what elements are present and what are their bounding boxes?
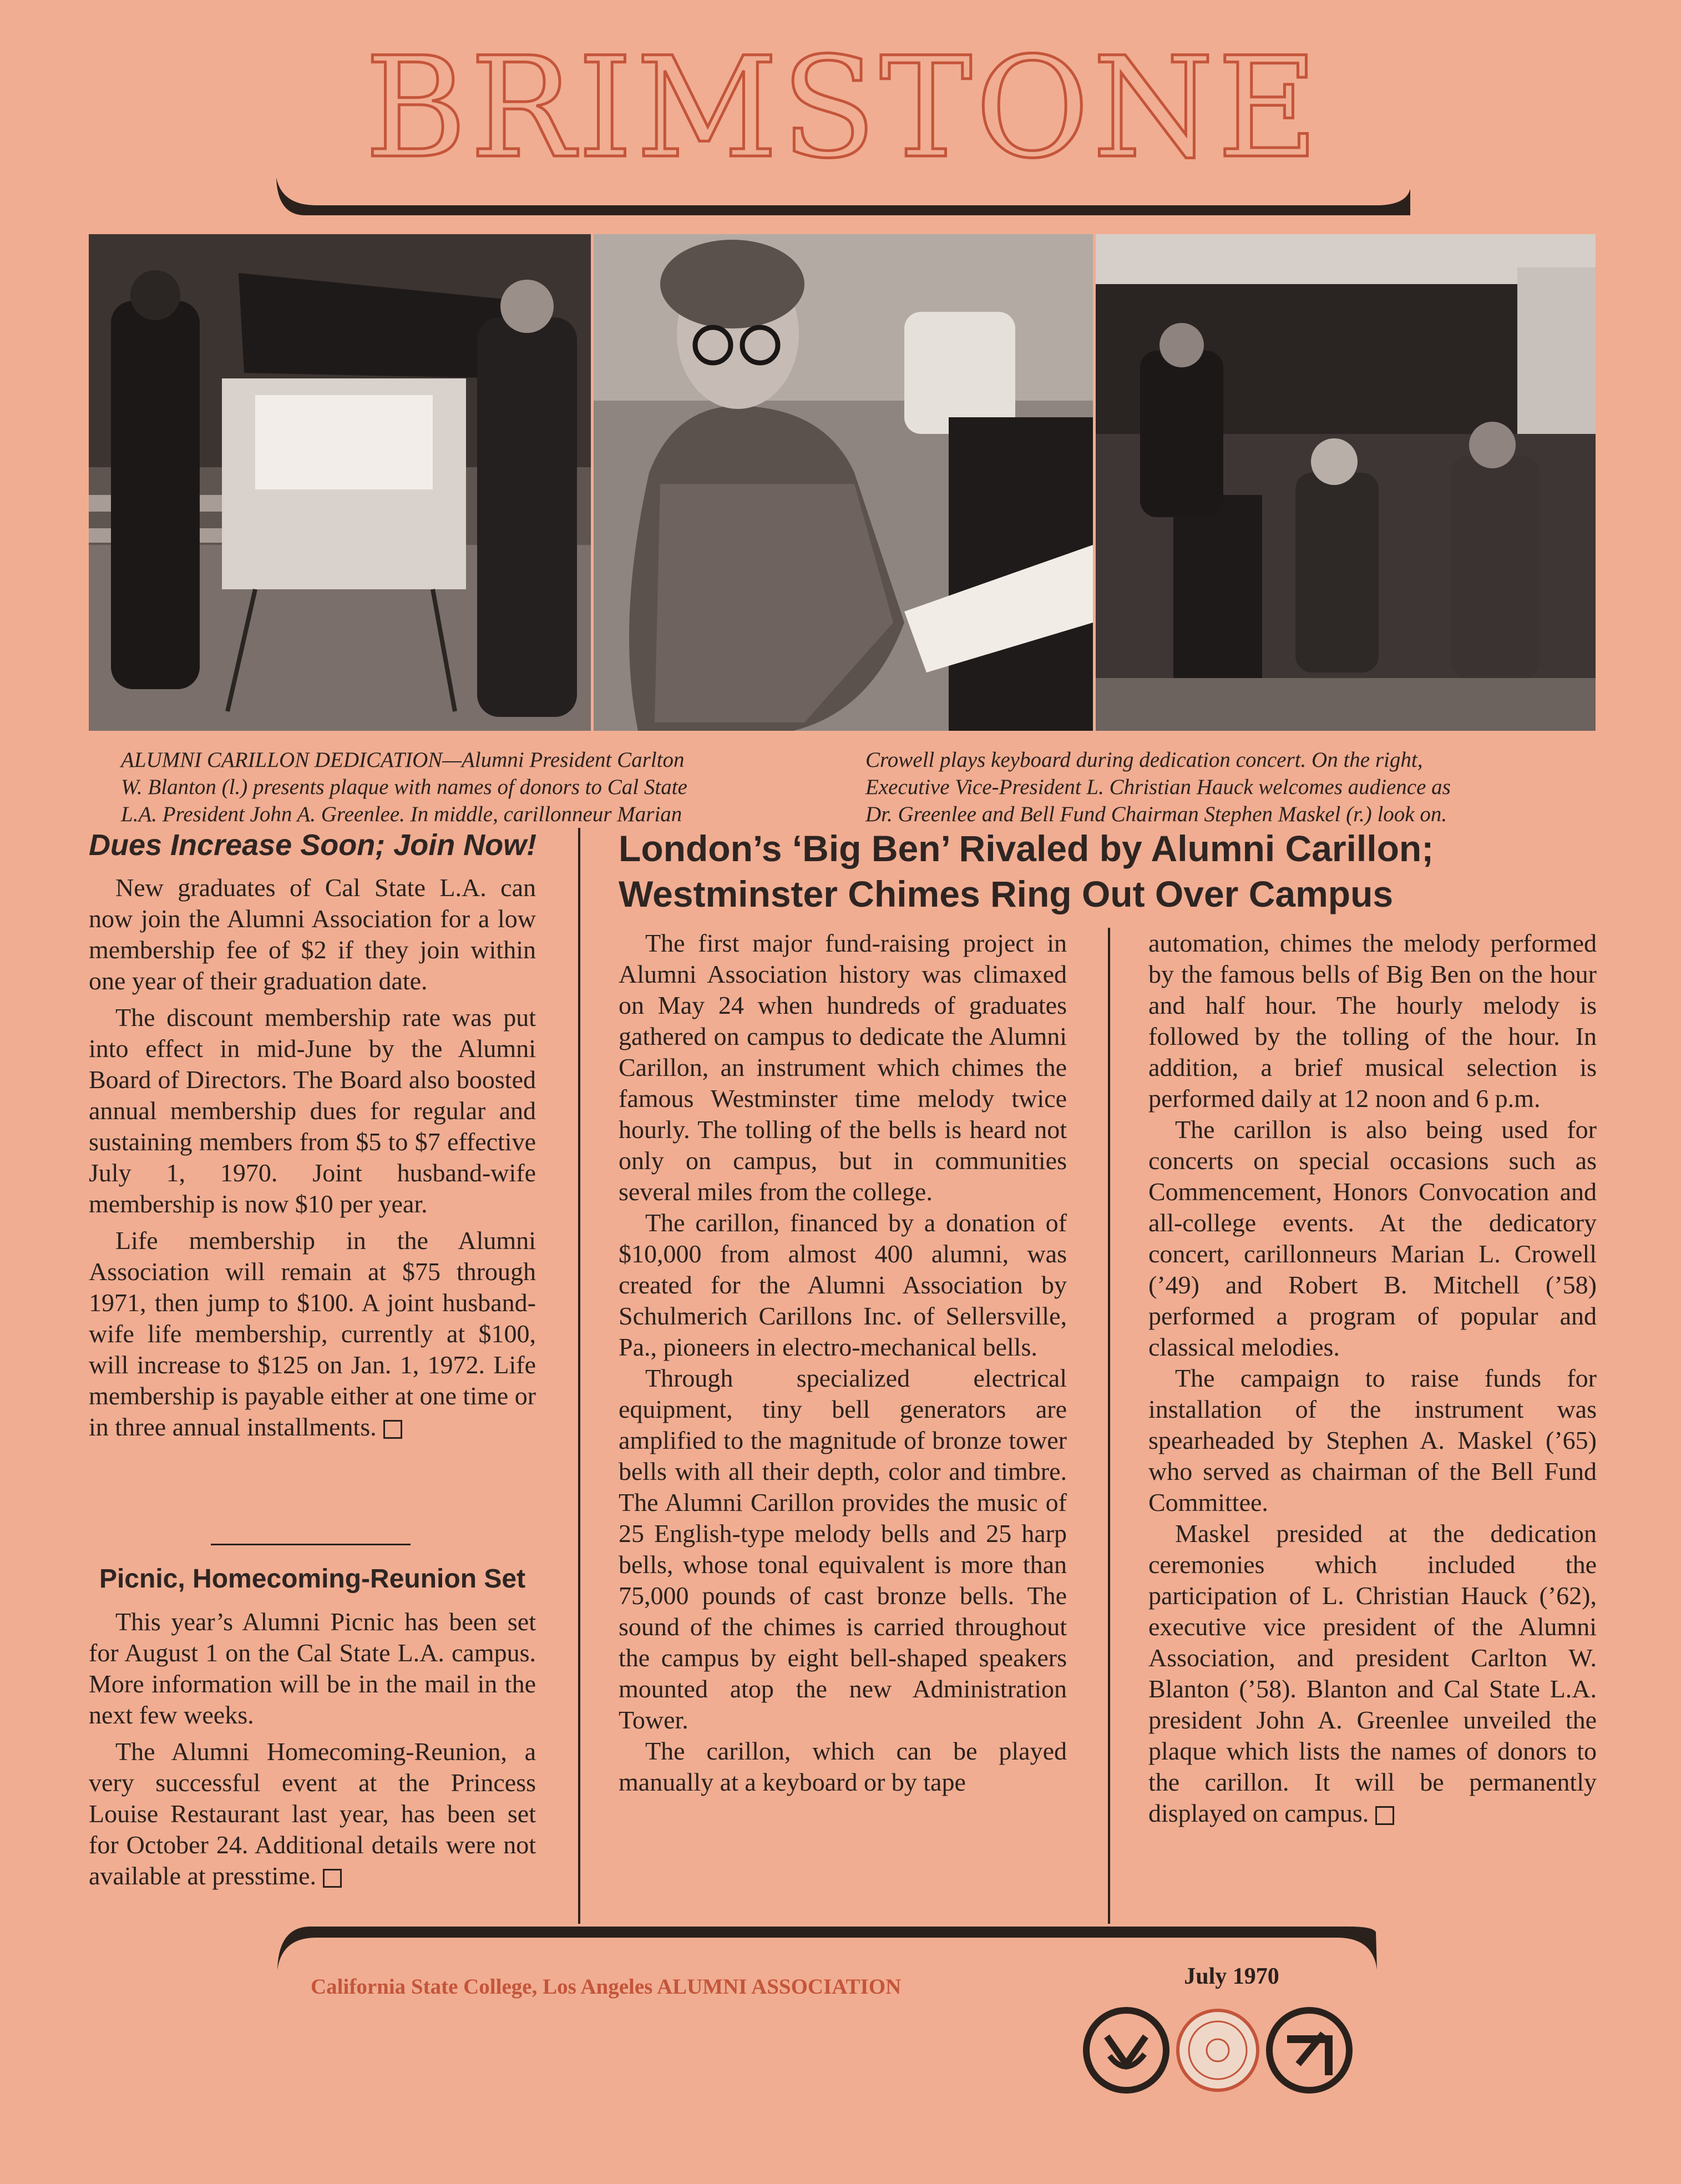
arrow-logo-icon [1269, 2010, 1349, 2090]
dues-headline: Dues Increase Soon; Join Now! [89, 828, 537, 862]
alumni-emblem-logos [1079, 2003, 1356, 2097]
carillon-paragraph: Through specialized electrical equipment, tiny bell generators are amplified to the magnitude of bronze tower bells with all their depth, color and timbre. The Alumni Carillon provides the music of 25 English-type melody bells and 25 harp bells, whose tonal equivalent is more than 75,000 pounds of cast bronze bells. The sound of the chimes is carried throughout the campus by eight bell-shaped speakers mounted atop the new Administration Tower. [619, 1364, 1067, 1734]
picnic-paragraph-text: The Alumni Homecoming-Reunion, a very successful event at the Princess Louise Restaurant last year, has been set for October 24. Additional details were not available at presstime. [89, 1737, 536, 1890]
footer-organization: California State College, Los Angeles ALUMNI ASSOCIATION [311, 1975, 902, 1999]
photo-caption-left [121, 746, 842, 828]
carillonneur-at-keyboard-photo [594, 234, 1093, 731]
column-rule-right [1108, 928, 1110, 1924]
end-mark-icon [1375, 1806, 1394, 1825]
carillon-paragraph: The carillon, financed by a donation of $10,000 from almost 400 alumni, was created for the Alumni Association by Schulmerich Carillons Inc. of Sellersville, Pa., pioneers in electro-mechanical bells. [619, 1209, 1067, 1361]
caption-line: L.A. President John A. Greenlee. In middle, carillonneur Marian [121, 802, 682, 826]
end-mark-icon [323, 1869, 342, 1888]
monogram-logo-icon [1086, 2010, 1166, 2090]
carillon-headline-line2: Westminster Chimes Ring Out Over Campus [619, 873, 1394, 914]
end-mark-icon [383, 1420, 402, 1439]
carillon-paragraph: automation, chimes the melody performed by the famous bells of Big Ben on the hour and half hour. The hourly melody is followed by the tolling of the hour. In addition, a brief musical selection is performed daily at 12 noon and 6 p.m. [1148, 929, 1597, 1113]
column-rule-left [578, 828, 580, 1924]
carillon-column-2 [1148, 928, 1597, 1829]
carillon-headline-line1: London’s ‘Big Ben’ Rivaled by Alumni Carillon; [619, 828, 1434, 869]
carillon-paragraph: The first major fund-raising project in Alumni Association history was climaxed on May 24 when hundreds of graduates gathered on campus to dedicate the Alumni Carillon, an instrument which chimes the famous Westminster time melody twice hourly. The tolling of the bells is heard not only on campus, but in communities several miles from the college. [619, 929, 1067, 1206]
carillon-paragraph-final [1148, 1518, 1597, 1829]
carillon-headline [619, 826, 1606, 917]
masthead-title: BRIMSTONE [364, 27, 1322, 189]
carillon-paragraph: The carillon, which can be played manually at a keyboard or by tape [619, 1737, 1067, 1796]
picnic-article [89, 1606, 536, 1892]
caption-line: W. Blanton (l.) presents plaque with names of donors to Cal State [121, 775, 687, 799]
picnic-headline: Picnic, Homecoming-Reunion Set [99, 1564, 526, 1594]
section-divider [211, 1544, 411, 1545]
dues-paragraph: New graduates of Cal State L.A. can now join the Alumni Association for a low membership fee of $2 if they join within one year of their graduation date. [89, 873, 536, 995]
carillon-paragraph: The carillon is also being used for concerts on special occasions such as Commencement, Honors Convocation and all-college events. At the dedicatory concert, carillonneurs Marian L. Crowell (’49) and Robert B. Mitchell (’58) performed a program of popular and classical melodies. [1148, 1115, 1597, 1361]
dues-paragraph-text: Life membership in the Alumni Association will remain at $75 through 1971, then jump to $100. A joint husband-wife life membership, currently at $100, will increase to $125 on Jan. 1, 1972. Life membership is payable either at one time or in three annual installments. [89, 1226, 536, 1441]
issue-date: July 1970 [1184, 1964, 1279, 1989]
dues-article [89, 872, 536, 1443]
college-seal-icon [1178, 2010, 1258, 2090]
caption-line: Crowell plays keyboard during dedication concert. On the right, [865, 748, 1423, 772]
carillon-column-1 [619, 928, 1067, 1798]
carillon-paragraph-text: Maskel presided at the dedication ceremonies which included the participation of L. Christian Hauck (’62), executive vice president of the Alumni Association, and president Carlton W. Blanton (’58). Blanton and Cal State L.A. president John A. Greenlee unveiled the plaque which lists the names of donors to the carillon. It will be permanently displayed on campus. [1148, 1519, 1597, 1827]
dues-paragraph-final [89, 1225, 536, 1443]
caption-line: Dr. Greenlee and Bell Fund Chairman Stephen Maskel (r.) look on. [865, 802, 1447, 826]
carillon-paragraph: The campaign to raise funds for installation of the instrument was spearheaded by Stephen A. Maskel (’65) who served as chairman of the Bell Fund Committee. [1148, 1364, 1597, 1516]
photo-strip [89, 234, 1596, 731]
caption-line: ALUMNI CARILLON DEDICATION—Alumni President Carlton [121, 748, 685, 772]
masthead-swoop-rule [272, 166, 1415, 222]
photo-caption-right [865, 746, 1587, 828]
plaque-unveiling-photo [89, 234, 591, 731]
caption-line: Executive Vice-President L. Christian Hauck welcomes audience as [865, 775, 1451, 799]
picnic-paragraph: This year’s Alumni Picnic has been set for August 1 on the Cal State L.A. campus. More information will be in the mail in the next few weeks. [89, 1607, 536, 1729]
dues-paragraph: The discount membership rate was put into effect in mid-June by the Alumni Board of Directors. The Board also boosted annual membership dues for regular and sustaining members from $5 to $7 effective July 1, 1970. Joint husband-wife membership is now $10 per year. [89, 1003, 536, 1218]
dedication-podium-photo [1096, 234, 1596, 731]
picnic-paragraph-final [89, 1736, 536, 1892]
